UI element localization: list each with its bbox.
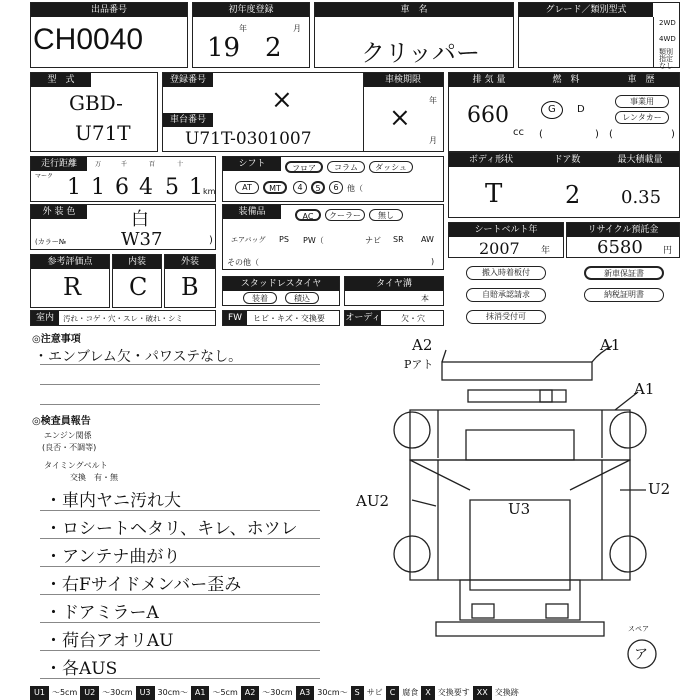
shift-other: 他（ <box>347 184 363 193</box>
grade-2wd: 2WD <box>659 19 676 27</box>
mileage-unit: km <box>203 187 216 196</box>
shift-label: シフト <box>223 157 281 171</box>
fuel-label: 燃 料 <box>529 73 603 87</box>
grade-label: グレード／類別型式 <box>519 3 653 17</box>
inspector-line-1: ・車内ヤニ汚れ大 <box>45 491 181 511</box>
seatbelt-label: シートベルト年 <box>449 223 563 237</box>
rear-light-right <box>546 604 568 618</box>
fw-label: FW <box>223 311 247 325</box>
first-reg-year: 19 <box>207 33 241 63</box>
grade-box <box>518 2 680 68</box>
leader-a2 <box>442 350 446 362</box>
history-label: 車 歴 <box>603 73 679 87</box>
displacement-unit: cc <box>513 127 524 138</box>
studless-box <box>222 276 340 306</box>
diagram-au2: AU2 <box>356 492 390 510</box>
mileage-box <box>30 156 216 202</box>
color-code-close: ) <box>209 235 213 246</box>
doc-board: 搬入時着板付 <box>466 266 546 280</box>
wheel-rear-right <box>610 536 646 572</box>
equipment-ps: PS <box>279 235 289 244</box>
car-name-label: 車 名 <box>315 3 513 17</box>
legend-item: U1 〜5cm <box>30 686 80 700</box>
car-name-box <box>314 2 514 68</box>
color-code: W37 <box>121 229 163 250</box>
inspection-label: 車検期限 <box>363 73 443 87</box>
tire-label: タイヤ溝 <box>345 277 443 291</box>
recycle-label: リサイクル預託金 <box>567 223 679 237</box>
wheel-rear-left <box>394 536 430 572</box>
car-name-value: クリッパー <box>361 39 481 67</box>
diagram-a2: A2 <box>412 336 433 354</box>
fuel-d: D <box>577 104 585 115</box>
exterior-box <box>164 254 216 308</box>
windshield <box>466 430 574 460</box>
inspector-line-5: ・ドアミラーA <box>45 603 159 623</box>
mileage-digit-5: 5 <box>165 175 179 200</box>
inspector-line-3: ・アンテナ曲がり <box>45 547 181 567</box>
history-rental: レンタカー <box>615 111 669 124</box>
equipment-pw: PW（ <box>303 236 324 245</box>
first-reg-month-mark: 月 <box>293 24 301 33</box>
first-reg-label: 初年度登録 <box>193 3 309 17</box>
mileage-label: 走行距離 <box>31 157 87 171</box>
diagram-u2: U2 <box>648 480 671 498</box>
inspector-rule-1 <box>40 510 320 511</box>
interior-condition-label: 室内 <box>31 311 59 325</box>
seatbelt-box <box>448 222 564 258</box>
inspector-line-4: ・右Fサイドメンバー歪み <box>45 575 242 595</box>
interior-condition-row <box>30 310 216 326</box>
bed-outline <box>410 460 630 580</box>
exterior-label: 外装 <box>165 255 215 269</box>
recycle-box <box>566 222 680 258</box>
mileage-scale-4: 十 <box>177 161 184 168</box>
displacement-value: 660 <box>467 103 509 128</box>
shift-dash: ダッシュ <box>369 161 413 173</box>
inspector-rule-4 <box>40 594 320 595</box>
seatbelt-unit: 年 <box>541 246 551 256</box>
displacement-label: 排 気 量 <box>449 73 529 87</box>
equipment-ac: AC <box>295 209 321 221</box>
equipment-other-close: ) <box>431 257 435 266</box>
notes-rule-1 <box>40 364 320 365</box>
equipment-label: 装備品 <box>223 205 281 219</box>
equipment-other: その他（ <box>227 258 259 267</box>
grade-class: 類別 <box>659 48 673 56</box>
inspector-engine: エンジン関係 <box>44 431 92 440</box>
tire-value: 本 <box>421 294 429 303</box>
rear-light-left <box>472 604 494 618</box>
eval-value: R <box>63 273 82 301</box>
color-code-label: (カラー№ <box>35 238 67 246</box>
legend-item: A1 〜5cm <box>191 686 241 700</box>
bed-diagonals <box>410 460 630 490</box>
shift-gear-5: 5 <box>311 181 325 194</box>
regno-value: × <box>271 85 293 115</box>
grade-none: なし <box>659 62 673 70</box>
tailgate <box>460 580 580 620</box>
diagram-front: Pアト <box>404 358 434 371</box>
history-paren-close: ) <box>671 129 675 140</box>
shift-box <box>222 156 444 202</box>
leader-au2 <box>412 500 436 506</box>
mileage-digit-6: 1 <box>189 175 203 200</box>
mileage-digit-3: 6 <box>115 175 129 200</box>
recycle-unit: 円 <box>663 246 673 256</box>
legend-item: U3 30cm〜 <box>136 686 191 700</box>
inspector-line-7: ・各AUS <box>45 659 118 679</box>
mileage-digit-1: 1 <box>67 175 81 200</box>
cab-outline <box>410 410 630 460</box>
shift-mt: MT <box>263 181 287 194</box>
inspector-engine-sub: (良否・不調等) <box>42 443 97 452</box>
doc-cancel: 抹消受付可 <box>466 310 546 324</box>
seatbelt-value: 2007 <box>479 239 520 258</box>
engine-box <box>448 72 680 152</box>
wheel-front-left <box>394 412 430 448</box>
studless-loaded: 積込 <box>285 292 319 304</box>
doors-value: 2 <box>565 181 581 209</box>
recycle-value: 6580 <box>597 237 643 258</box>
model-line2: U71T <box>75 121 131 145</box>
diagram-a1-top: A1 <box>600 336 621 354</box>
legend-item: A2 〜30cm <box>241 686 296 700</box>
fw-row <box>222 310 340 326</box>
first-reg-box <box>192 2 310 68</box>
legend-item: S サビ <box>351 686 386 700</box>
studless-mounted: 装着 <box>243 292 277 304</box>
shift-gear-6: 6 <box>329 181 343 194</box>
legend-item: X 交換要す <box>421 686 472 700</box>
regno-box <box>162 72 444 152</box>
color-box <box>30 204 216 250</box>
inspector-exchange: 交換 有・無 <box>70 473 118 482</box>
inspection-year-mark: 年 <box>429 96 437 105</box>
model-label: 型 式 <box>31 73 91 87</box>
chassis-label: 車台番号 <box>163 113 213 127</box>
inspector-line-2: ・ロシートヘタリ、キレ、ホツレ <box>45 519 298 539</box>
equipment-box <box>222 204 444 270</box>
grade-4wd: 4WD <box>659 35 676 43</box>
mileage-scale-3: 百 <box>149 161 156 168</box>
color-label: 外 装 色 <box>31 205 87 219</box>
bed-inner <box>438 460 602 580</box>
audio-items: 欠・穴 <box>401 314 425 323</box>
inspector-rule-5 <box>40 622 320 623</box>
mileage-scale-2: 千 <box>121 161 128 168</box>
inspector-label: ◎検査員報告 <box>32 416 91 427</box>
equipment-cooler: クーラー <box>325 209 365 221</box>
equipment-sr: SR <box>393 235 404 244</box>
model-box <box>30 72 158 152</box>
equipment-none: 無し <box>369 209 403 221</box>
regno-label: 登録番号 <box>163 73 213 87</box>
inspector-rule-6 <box>40 650 320 651</box>
color-value: 白 <box>131 209 149 230</box>
inspector-rule-7 <box>40 678 320 679</box>
doors-label: ドア数 <box>533 153 601 167</box>
diagram-spare-label: スペア <box>628 625 649 633</box>
first-reg-year-mark: 年 <box>239 24 247 33</box>
legend-bar <box>30 686 700 700</box>
legend-item: U2 〜30cm <box>80 686 135 700</box>
lot-box <box>30 2 188 68</box>
diagram-a1-side: A1 <box>634 380 655 398</box>
inspector-timing: タイミングベルト <box>44 461 108 470</box>
mileage-digit-2: 1 <box>91 175 105 200</box>
shift-column: コラム <box>327 161 365 173</box>
legend-item: XX 交換跡 <box>473 686 522 700</box>
interior-value: C <box>129 273 148 301</box>
interior-label: 内装 <box>113 255 161 269</box>
notes-rule-3 <box>40 404 320 405</box>
inspector-rule-3 <box>40 566 320 567</box>
fuel-g: G <box>548 104 556 115</box>
notes-rule-2 <box>40 384 320 385</box>
body-label: ボディ形状 <box>449 153 533 167</box>
inspection-month-mark: 月 <box>429 136 437 145</box>
interior-condition-items: 汚れ・コゲ・穴・スレ・破れ・シミ <box>63 314 183 323</box>
equipment-aw: AW <box>421 235 434 244</box>
history-paren-open: ( <box>609 129 613 140</box>
lot-number: CH0040 <box>33 23 144 56</box>
lot-label: 出品番号 <box>31 3 187 17</box>
body-box <box>448 152 680 218</box>
diagram-u3: U3 <box>508 500 531 518</box>
inspector-rule-2 <box>40 538 320 539</box>
first-reg-month: 2 <box>265 33 282 63</box>
doc-insurance: 自賠承認請求 <box>466 288 546 302</box>
notes-line-1: ・エンブレム欠・パワステなし。 <box>34 349 243 365</box>
audio-label: オーディオ <box>345 313 381 337</box>
mileage-digit-4: 4 <box>139 175 153 200</box>
notes-label: ◎注意事項 <box>32 334 81 345</box>
hood-top <box>468 390 566 402</box>
chassis-value: U71T-0301007 <box>185 129 312 149</box>
equipment-navi: ナビ <box>365 236 381 245</box>
exterior-value: B <box>181 273 199 301</box>
fuel-paren-open: ( <box>539 129 543 140</box>
model-line1: GBD- <box>69 91 123 115</box>
wheel-front-right <box>610 412 646 448</box>
history-business: 事業用 <box>615 95 669 108</box>
shift-floor: フロア <box>285 161 323 173</box>
fuel-paren-close: ) <box>595 129 599 140</box>
front-bumper <box>442 362 592 380</box>
inspection-value: × <box>389 103 411 133</box>
cab-pillars <box>438 410 602 458</box>
legend-item: C 腐食 <box>386 686 422 700</box>
eval-label: 参考評価点 <box>31 255 109 269</box>
audio-row <box>344 310 444 337</box>
diagram-spare: ア <box>634 647 648 663</box>
grade-designated: 指定 <box>659 55 673 63</box>
inspector-line-6: ・荷台アオリAU <box>45 631 174 651</box>
studless-label: スタッドレスタイヤ <box>223 277 339 291</box>
legend-item: A3 30cm〜 <box>296 686 351 700</box>
mileage-mark-label: マーク <box>35 173 54 180</box>
inspection-divider <box>363 73 364 151</box>
mileage-scale-1: 万 <box>95 161 102 168</box>
front-light <box>540 390 552 402</box>
tire-box <box>344 276 444 306</box>
doc-tax: 納税証明書 <box>584 288 664 302</box>
eval-box <box>30 254 110 308</box>
payload-label: 最大積載量 <box>601 153 679 167</box>
equipment-airbag: エアバッグ <box>231 236 266 244</box>
rear-bumper <box>436 622 604 636</box>
interior-box <box>112 254 162 308</box>
shift-at: AT <box>235 181 259 194</box>
payload-value: 0.35 <box>621 187 662 208</box>
body-value: T <box>485 179 503 209</box>
grade-divider <box>653 17 654 67</box>
fw-items: ヒビ・キズ・交換要 <box>253 314 325 323</box>
shift-gear-4: 4 <box>293 181 307 194</box>
doc-warranty: 新車保証書 <box>584 266 664 280</box>
